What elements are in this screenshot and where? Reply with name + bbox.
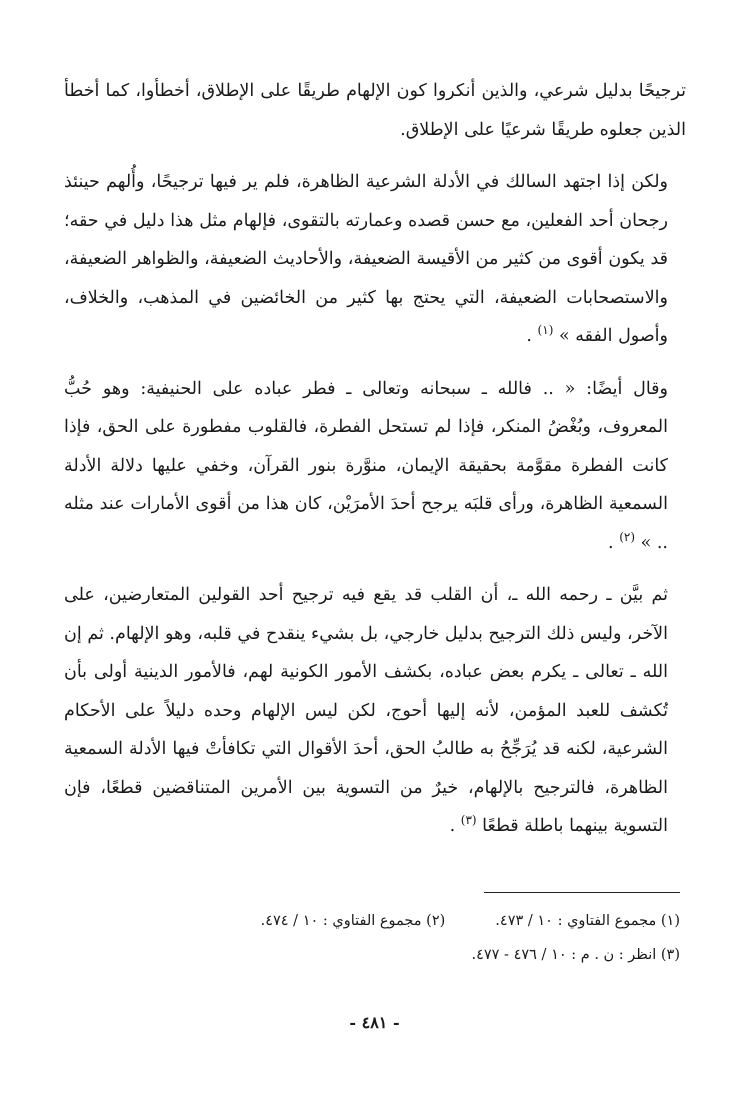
footnote-line-2 [110,938,680,972]
main-text [64,72,686,860]
paragraph-2: ولكن إذا اجتهد السالك في الأدلة الشرعية الظاهرة، فلم ير فيها ترجيحًا، وأُلهم حينئذ رجحان أحد الفعلين، مع حسن قصده وعمارته بالتقوى، فإلهام مثل هذا دليل في حقه؛ قد يكون أقوى من كثير من الأقيسة الضعيفة، والأحاديث الضعيفة، والظواهر الضعيفة، والاستصحابات الضعيفة، التي يحتج بها كثير من الخائضين في المذهب، والخلاف، وأصول الفقه » $^{(١)}$ . [64,172,668,346]
paragraph-1-text: ترجيحًا بدليل شرعي، والذين أنكروا كون الإلهام طريقًا على الإطلاق، أخطأوا، كما أخطأ الذين جعلوه طريقًا شرعيًا على الإطلاق. [64,81,686,140]
footnotes [110,904,680,972]
paragraph-3: وقال أيضًا: « .. فالله ـ سبحانه وتعالى ـ فطر عباده على الحنيفية: وهو حُبُّ المعروف، وبُغْضُ المنكر، فإذا لم تستحل الفطرة، فالقلوب مفطورة على الحق، فإذا كانت الفطرة مقوَّمة بحقيقة الإيمان، منوَّرة بنور القرآن، وخفي عليها دلالة الأدلة السمعية الظاهرة، ورأى قلبَه يرجح أحدَ الأمرَيْن، كان هذا من أقوى الأمارات عند مثله .. » $^{(٢)}$ . [64,378,668,553]
footnote-line-1 [110,904,680,938]
footnote-divider [484,892,680,893]
footnote-ref-2[interactable]: (٢) [619,529,636,544]
paragraph-3-text: وقال أيضًا: « .. فالله ـ سبحانه وتعالى ـ فطر عباده على الحنيفية: وهو حُبُّ المعروف، وبُغْضُ المنكر، فإذا لم تستحل الفطرة، فالقلوب مفطورة على الحق، فإذا كانت الفطرة مقوَّمة بحقيقة الإيمان، منوَّرة بنور القرآن، وخفي عليها دلالة الأدلة السمعية الظاهرة، ورأى قلبَه يرجح أحدَ الأمرَيْن، كان هذا من أقوى الأمارات عند مثله .. » [64,378,668,553]
paragraph-4-text: ثم بيَّن ـ رحمه الله ـ، أن القلب قد يقع فيه ترجيح أحد القولين المتعارضين، على الآخر، وليس ذلك الترجيح بدليل خارجي، بل بشيء ينقدح في قلبه، وهو الإلهام. ثم إن الله ـ تعالى ـ يكرم بعض عباده، بكشف الأمور الكونية لهم، فالأمور الدينية أولى بأن تُكشف للعبد المؤمن، لأنه إليها أحوج، لكن ليس الإلهام وحده دليلاً على الأحكام الشرعية، لكنه قد يُرَجِّحُ به طالبُ الحق، أحدَ الأقوال التي تكافأتْ فيها الأدلة السمعية الظاهرة، فالترجيح بالإلهام، خيرٌ من التسوية بين الأمرين المتناقضين قطعًا، فإن التسوية بينهما باطلة قطعًا [64,585,668,836]
page-number: - ٤٨١ - [349,1013,400,1032]
footnote-3: (٣) انظر : ن . م : ١٠ / ٤٧٦ - ٤٧٧. [471,947,680,963]
footnote-2: (٢) مجموع الفتاوي : ١٠ / ٤٧٤. [260,913,446,929]
paragraph-1 [64,72,686,149]
paragraph-4: ثم بيَّن ـ رحمه الله ـ، أن القلب قد يقع فيه ترجيح أحد القولين المتعارضين، على الآخر، وليس ذلك الترجيح بدليل خارجي، بل بشيء ينقدح في قلبه، وهو الإلهام. ثم إن الله ـ تعالى ـ يكرم بعض عباده، بكشف الأمور الكونية لهم، فالأمور الدينية أولى بأن تُكشف للعبد المؤمن، لأنه إليها أحوج، لكن ليس الإلهام وحده دليلاً على الأحكام الشرعية، لكنه قد يُرَجِّحُ به طالبُ الحق، أحدَ الأقوال التي تكافأتْ فيها الأدلة السمعية الظاهرة، فالترجيح بالإلهام، خيرٌ من التسوية بين الأمرين المتناقضين قطعًا، فإن التسوية بينهما باطلة قطعًا $^{(٣)}$ . [64,585,668,836]
footnote-ref-1[interactable]: (١) [537,323,554,338]
paragraph-2-text: ولكن إذا اجتهد السالك في الأدلة الشرعية الظاهرة، فلم ير فيها ترجيحًا، وأُلهم حينئذ رجحان أحد الفعلين، مع حسن قصده وعمارته بالتقوى، فإلهام مثل هذا دليل في حقه؛ قد يكون أقوى من كثير من الأقيسة الضعيفة، والأحاديث الضعيفة، والظواهر الضعيفة، والاستصحابات الضعيفة، التي يحتج بها كثير من الخائضين في المذهب، والخلاف، وأصول الفقه » [64,172,668,346]
footnote-ref-3[interactable]: (٣) [460,813,477,828]
footnote-1: (١) مجموع الفتاوي : ١٠ / ٤٧٣. [495,913,680,929]
